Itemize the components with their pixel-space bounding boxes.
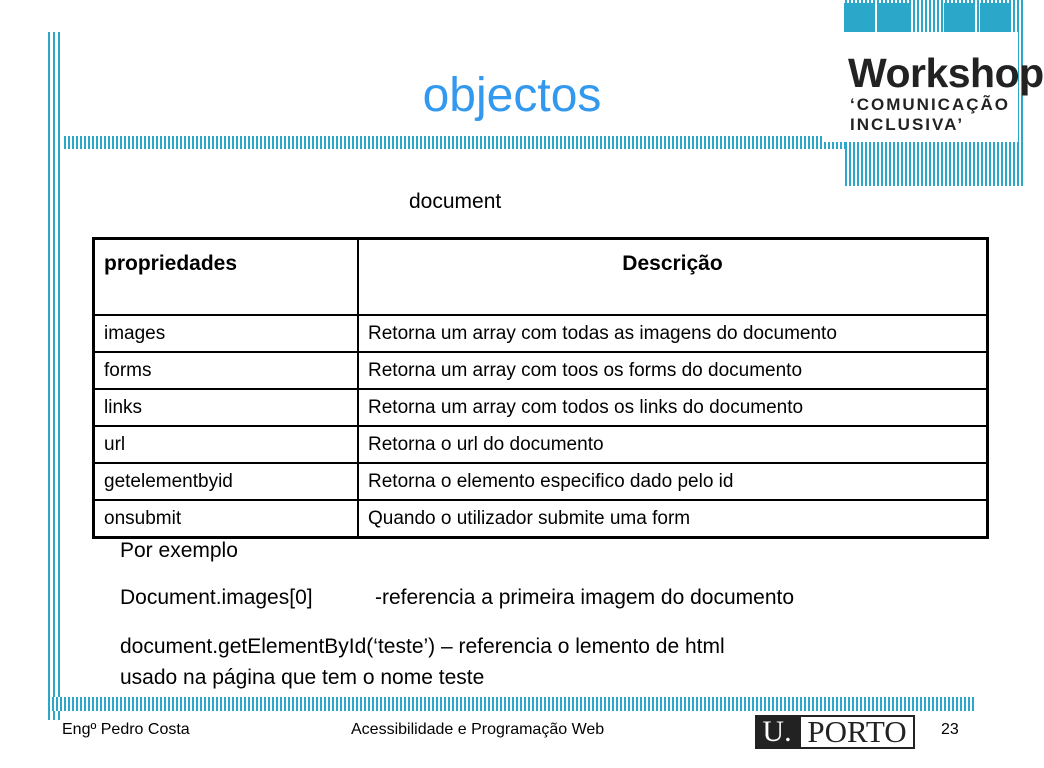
table-row xyxy=(94,389,988,426)
property-cell: url xyxy=(94,426,359,463)
slide-title: objectos xyxy=(422,69,602,122)
table-header-row xyxy=(94,239,988,316)
table-row xyxy=(94,352,988,389)
university-logo xyxy=(755,715,915,749)
description-cell: Retorna o elemento especifico dado pelo id xyxy=(358,463,988,500)
table-row xyxy=(94,315,988,352)
example-intro: Por exemplo xyxy=(120,539,238,562)
slide-subtitle: document xyxy=(409,190,502,213)
example-code-1: Document.images[0] xyxy=(120,586,313,609)
example-desc-1: -referencia a primeira imagem do documento xyxy=(375,586,795,609)
property-cell: onsubmit xyxy=(94,500,359,538)
left-vertical-stripes xyxy=(48,32,62,720)
top-horizontal-stripes xyxy=(64,136,894,149)
example-line-2: document.getElementById(‘teste’) – referencia o lemento de html xyxy=(120,635,725,658)
table-row xyxy=(94,463,988,500)
table-row xyxy=(94,500,988,538)
university-logo-u: U. xyxy=(755,715,799,749)
description-cell: Retorna um array com todas as imagens do documento xyxy=(358,315,988,352)
property-cell: images xyxy=(94,315,359,352)
property-cell: links xyxy=(94,389,359,426)
property-cell: getelementbyid xyxy=(94,463,359,500)
page-number: 23 xyxy=(941,721,959,738)
logo-line1: ‘COMUNICAÇÃO xyxy=(850,95,1010,114)
logo-title: Workshop xyxy=(848,50,1044,96)
university-logo-name: PORTO xyxy=(799,715,915,749)
logo-line2: INCLUSIVA’ xyxy=(850,115,965,134)
property-cell: forms xyxy=(94,352,359,389)
bottom-horizontal-stripes xyxy=(48,697,974,711)
footer-author: Engº Pedro Costa xyxy=(62,721,190,738)
table-row xyxy=(94,426,988,463)
description-cell: Quando o utilizador submite uma form xyxy=(358,500,988,538)
footer-course: Acessibilidade e Programação Web xyxy=(351,721,605,738)
description-cell: Retorna o url do documento xyxy=(358,426,988,463)
example-line-3: usado na página que tem o nome teste xyxy=(120,666,485,689)
properties-table xyxy=(92,237,989,539)
header-description: Descrição xyxy=(358,239,988,316)
description-cell: Retorna um array com toos os forms do documento xyxy=(358,352,988,389)
header-properties: propriedades xyxy=(94,239,359,316)
description-cell: Retorna um array com todos os links do documento xyxy=(358,389,988,426)
